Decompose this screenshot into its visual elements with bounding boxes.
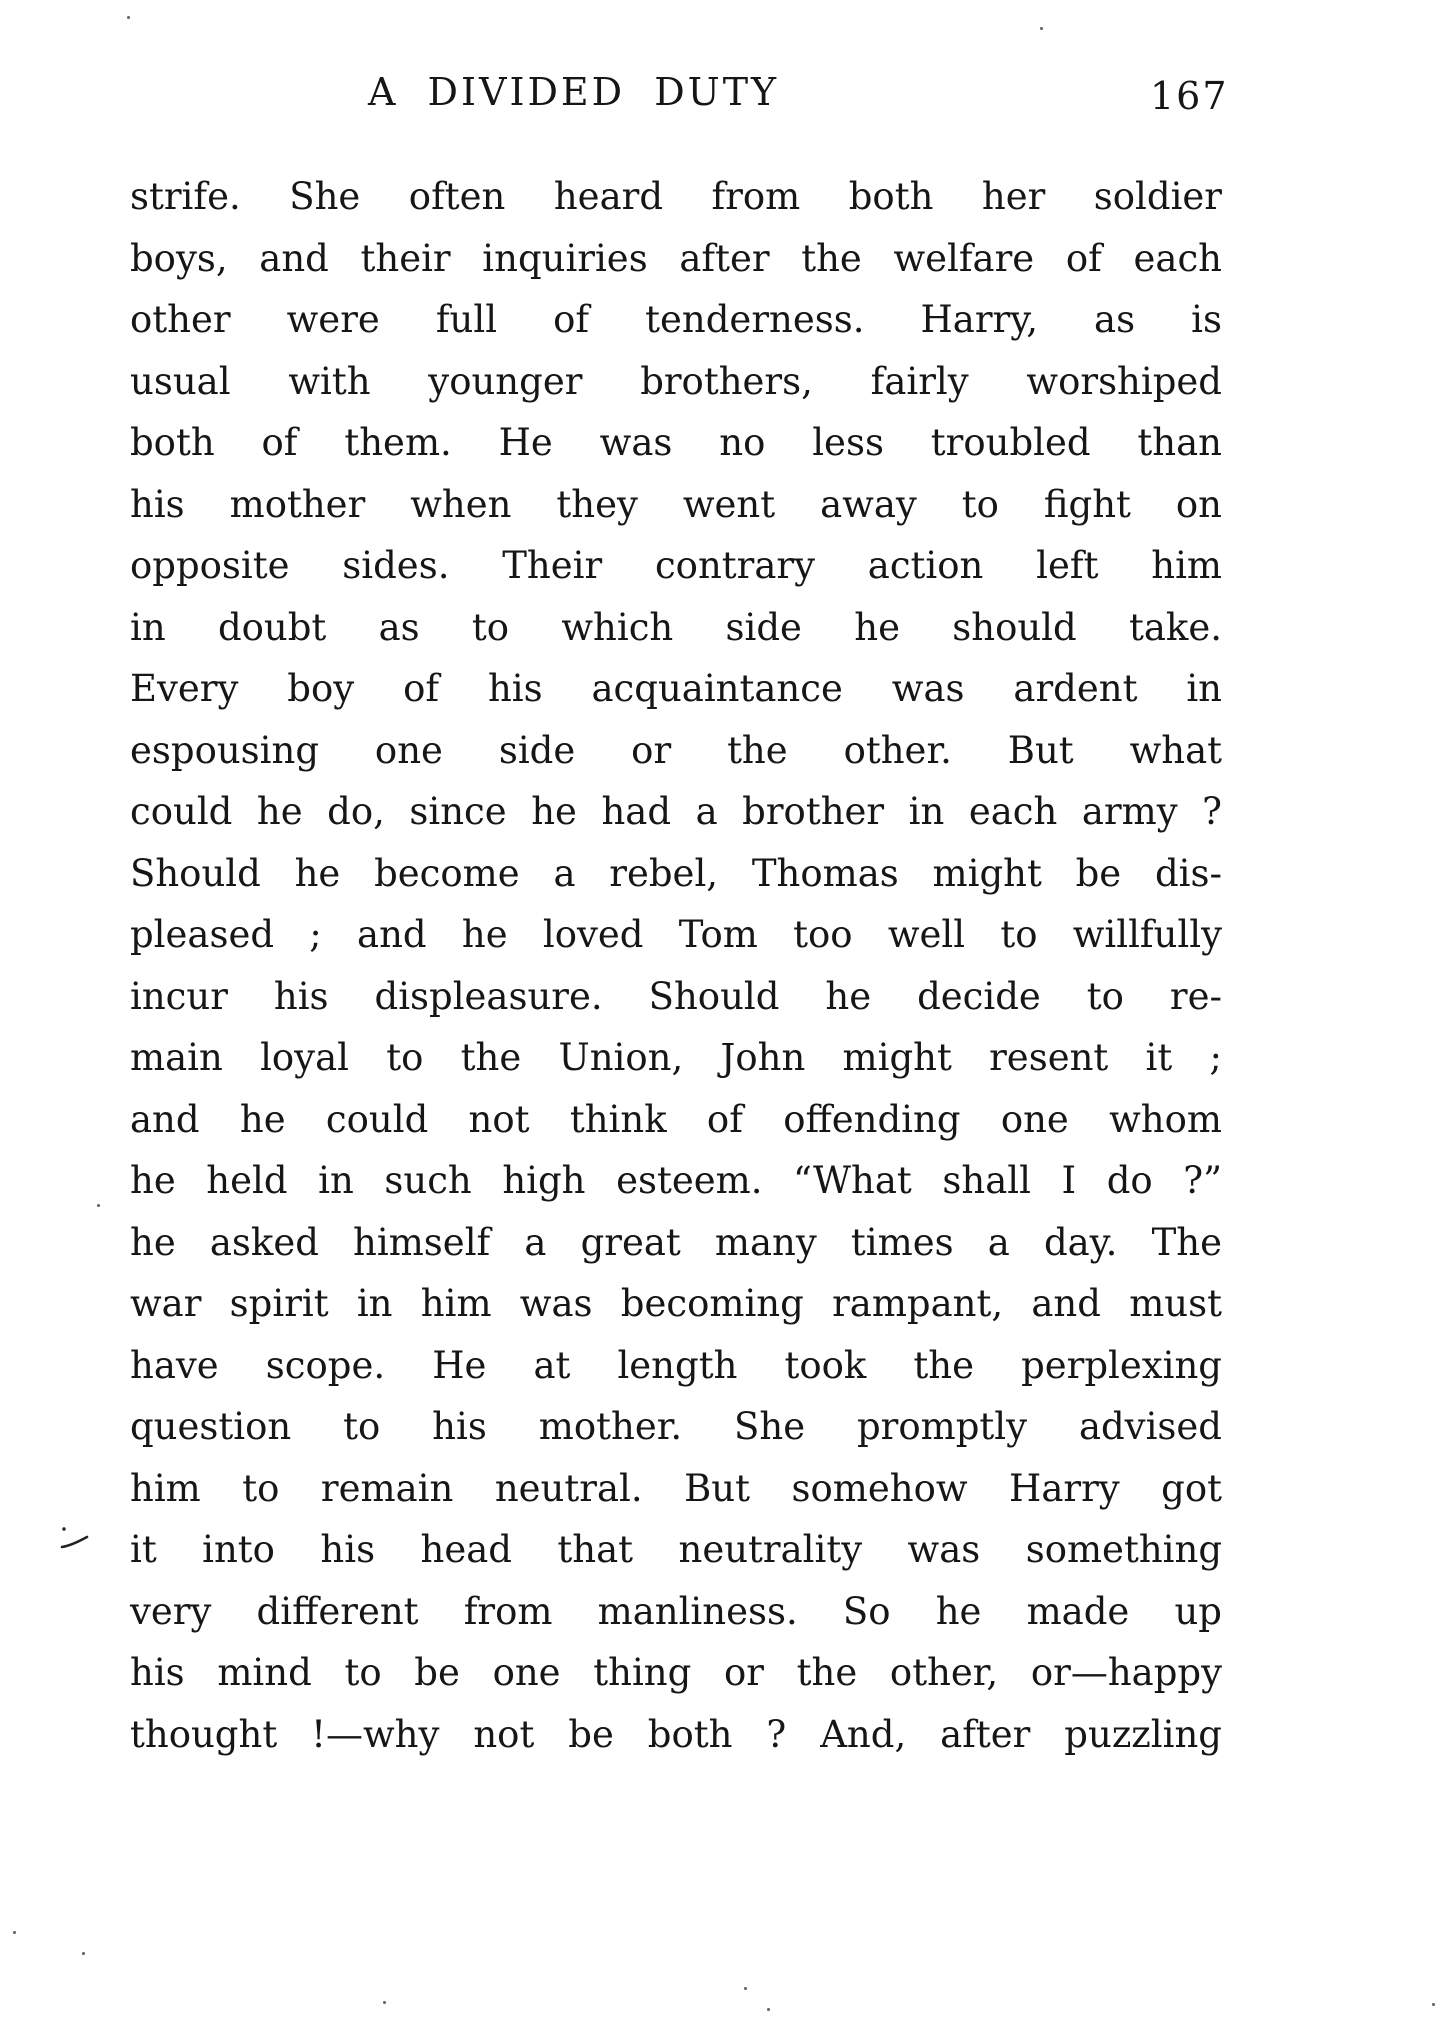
page-number: 167 (1150, 74, 1229, 118)
text-line: he held in such high esteem. “What shall I do ?” (130, 1159, 1222, 1202)
text-line: opposite sides. Their contrary action left him (130, 544, 1222, 587)
text-line: usual with younger brothers, fairly worshiped (130, 359, 1222, 403)
text-line: it into his head that neutrality was something (130, 1528, 1222, 1571)
text-line: very different from manliness. So he made up (130, 1589, 1222, 1633)
scan-speck (1040, 27, 1043, 30)
text-line: both of them. He was no less troubled than (130, 421, 1222, 464)
text-line: incur his displeasure. Should he decide to re- (130, 974, 1222, 1018)
text-line: pleased ; and he loved Tom too well to willfully (130, 913, 1222, 956)
text-line: war spirit in him was becoming rampant, and must (130, 1282, 1222, 1325)
running-head-title: A DIVIDED DUTY (368, 70, 780, 114)
text-line: his mother when they went away to fight on (130, 482, 1222, 526)
scan-speck (767, 2008, 770, 2011)
text-line: and he could not think of offending one whom (130, 1097, 1222, 1141)
margin-pen-stroke-icon (56, 1520, 92, 1554)
text-line: his mind to be one thing or the other, or—happy (130, 1651, 1222, 1694)
scan-speck (97, 1204, 100, 1207)
text-line: him to remain neutral. But somehow Harry got (130, 1466, 1222, 1510)
text-line: espousing one side or the other. But what (130, 728, 1222, 772)
scan-speck (127, 16, 130, 19)
scan-speck (1432, 2003, 1435, 2006)
text-line: could he do, since he had a brother in each army ? (130, 790, 1222, 833)
text-line: boys, and their inquiries after the welfare of each (130, 236, 1222, 280)
text-line: strife. She often heard from both her soldier (130, 175, 1222, 218)
scan-speck (13, 1931, 16, 1934)
text-line: Every boy of his acquaintance was ardent in (130, 667, 1222, 710)
text-line: Should he become a rebel, Thomas might be dis- (130, 851, 1222, 895)
text-line: thought !—why not be both ? And, after puzzling (130, 1712, 1222, 1756)
text-line: other were full of tenderness. Harry, as is (130, 298, 1222, 341)
text-line: have scope. He at length took the perplexing (130, 1343, 1222, 1387)
text-line: question to his mother. She promptly advised (130, 1405, 1222, 1448)
scan-speck (744, 1987, 747, 1990)
scan-speck (82, 1952, 85, 1955)
text-line: in doubt as to which side he should take. (130, 605, 1222, 649)
scan-speck (383, 2001, 386, 2004)
paragraph-text (130, 166, 1222, 1765)
text-line: main loyal to the Union, John might resent it ; (130, 1036, 1222, 1079)
text-line: he asked himself a great many times a day. The (130, 1220, 1222, 1264)
